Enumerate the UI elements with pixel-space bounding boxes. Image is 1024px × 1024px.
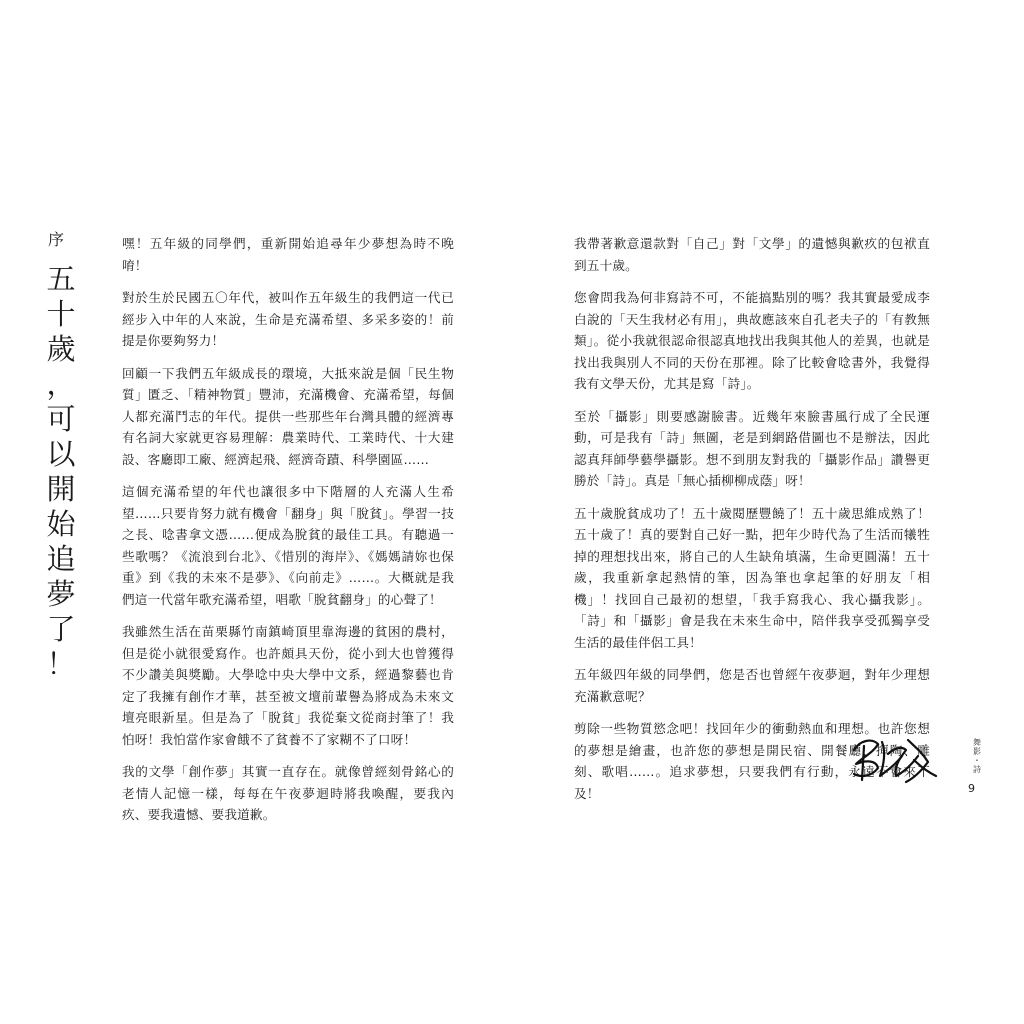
- paragraph: 我帶著歉意還款對「自己」對「文學」的遺憾與歉疚的包袱直到五十歲。: [574, 236, 930, 273]
- right-column: [574, 233, 930, 815]
- title-char: 了: [46, 612, 76, 646]
- title-char: 夢: [46, 577, 76, 611]
- title-char: ，: [46, 367, 76, 401]
- paragraph: 五年級四年級的同學們，您是否也曾經午夜夢迴，對年少理想充滿歉意呢？: [574, 667, 930, 704]
- paragraph: 剪除一些物質慾念吧！找回年少的衝動熱血和理想。也許您想的夢想是繪畫，也許您的夢想是開民宿、開餐廳、揮陶、雕刻、歌唱……。追求夢想，只要我們有行動，永遠不會來不及！: [574, 721, 930, 801]
- paragraph: 對於生於民國五〇年代，被叫作五年級生的我們這一代已經步入中年的人來說，生命是充滿希望、多采多姿的！前提是你要夠努力！: [122, 290, 454, 348]
- title-char: 歲: [46, 332, 76, 366]
- title-char: 十: [46, 297, 76, 331]
- running-header-char: 影: [973, 747, 981, 756]
- section-label: 序: [48, 230, 65, 249]
- page-number: 9: [968, 782, 975, 795]
- paragraph: 這個充滿希望的年代也讓很多中下階層的人充滿人生希望……只要肯努力就有機會「翻身」與「脫貧」。學習一技之長、唸書拿文憑……便成為脫貧的最佳工具。有聽過一些歌嗎？《流浪到台北》、《惜別的海岸》、《媽媽請妳也保重》到《我的未來不是夢》、《向前走》……。大概就是我們這一代當年歌充滿希望，唱歌「脫貧翻身」的心聲了！: [122, 484, 454, 607]
- title-char: ！: [46, 647, 76, 681]
- title-char: 五: [46, 262, 76, 296]
- title-char: 以: [46, 437, 76, 471]
- paragraph: 至於「攝影」則要感謝臉書。近幾年來臉書風行成了全民運動，可是我有「詩」無圖，老是到網路借圖也不是辦法，因此認真拜師學藝學攝影。想不到朋友對我的「攝影作品」讚譽更勝於「詩」。真是「無心插柳柳成蔭」呀！: [574, 408, 930, 488]
- paragraph: 嘿！五年級的同學們，重新開始追尋年少夢想為時不晚唷！: [122, 236, 454, 273]
- paragraph: 您會問我為何非寫詩不可，不能搞點別的嗎？我其實最愛成李白說的「天生我材必有用」，典故應該來自孔老夫子的「有教無類」。從小我就很認命很認真地找出我與其他人的差異，也就是找出我與別人不同的天份在那裡。除了比較會唸書外，我覺得我有文學天份，尤其是寫「詩」。: [574, 290, 930, 391]
- title-char: 追: [46, 542, 76, 576]
- vertical-title: [44, 262, 78, 682]
- title-char: 開: [46, 472, 76, 506]
- running-header-char: 詩: [973, 765, 981, 774]
- title-char: 可: [46, 402, 76, 436]
- paragraph: 我雖然生活在苗栗縣竹南鎮崎頂里靠海邊的貧困的農村，但是從小就很愛寫作。也許頗具天份，從小到大也曾獲得不少讚美與獎勵。大學唸中央大學中文系，經過黎藝也肯定了我擁有創作才華，甚至被文壇前輩譽為將成為未來文壇亮眼新星。但是為了「脫貧」我從棄文從商封筆了！我怕呀！我怕當作家會餓不了貧養不了家糊不了口呀！: [122, 624, 454, 747]
- running-header-char: ・: [973, 756, 981, 765]
- running-header: [972, 738, 982, 774]
- paragraph: 我的文學「創作夢」其實一直存在。就像曾經刻骨銘心的老情人記憶一樣，每每在午夜夢迴時將我喚醒，要我內疚、要我遺憾、要我道歉。: [122, 764, 454, 822]
- running-header-char: 舞: [973, 738, 981, 747]
- author-signature: [848, 730, 938, 790]
- left-column: [122, 233, 454, 837]
- paragraph: 回顧一下我們五年級成長的環境，大抵來說是個「民生物質」匱乏、「精神物質」豐沛，充滿機會、充滿希望，每個人都充滿鬥志的年代。提供一些那些年台灣具體的經濟專有名詞大家就更容易理解：農業時代、工業時代、十大建設、客廳即工廠、經濟起飛、經濟奇蹟、科學園區……: [122, 365, 454, 467]
- title-char: 始: [46, 507, 76, 541]
- paragraph: 五十歲脫貧成功了！五十歲閱歷豐饒了！五十歲思維成熟了！五十歲了！真的要對自己好一點，把年少時代為了生活而犧牲掉的理想找出來，將自己的人生缺角填滿，生命更圓滿！五十歲，我重新拿起熱情的筆，因為筆也拿起筆的好朋友「相機」！找回自己最初的想望，「我手寫我心、我心攝我影」。「詩」和「攝影」會是我在未來生命中，陪伴我享受孤獨享受生活的最佳伴侶工具！: [574, 505, 930, 650]
